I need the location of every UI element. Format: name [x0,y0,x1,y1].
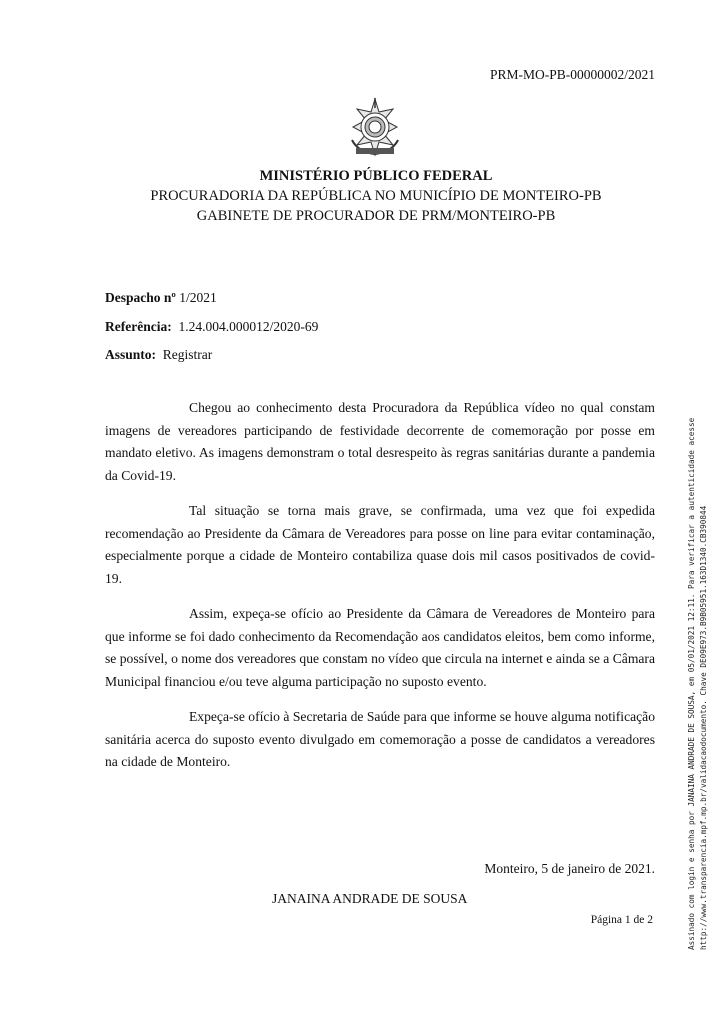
referencia-line [105,319,318,335]
document-id: PRM-MO-PB-00000002/2021 [489,67,655,82]
header-unit: PROCURADORIA DA REPÚBLICA NO MUNICÍPIO DE MONTEIRO-PB [150,188,602,204]
despacho-value: 1/2021 [179,290,217,305]
paragraph: Chegou ao conhecimento desta Procuradora da República vídeo no qual constam imagens de vereadores participando de festividade decorrente de comemoração por posse em mandato eletivo. As imagens demonstram o total desrespeito às regras sanitárias durante a pandemia da Covid-19. [105,400,655,483]
header-org: MINISTÉRIO PÚBLICO FEDERAL [259,168,493,184]
referencia-label: Referência: [105,319,172,334]
referencia-value: 1.24.004.000012/2020-69 [178,319,319,334]
body-text [105,397,655,787]
paragraph: Expeça-se ofício à Secretaria de Saúde para que informe se houve alguma notificação sanitária acerca do suposto evento divulgado em comemoração a posse de candidatos a vereadores na cidade de Monteiro. [105,709,655,769]
header-office: GABINETE DE PROCURADOR DE PRM/MONTEIRO-PB [196,208,556,224]
validation-line-1: Assinado com login e senha por JANAINA ANDRADE DE SOUSA, em 05/01/2021 12:11. Para verificar a autenticidade acesse [687,417,696,950]
validation-line-2[interactable]: http://www.transparencia.mpf.mp.br/validacaodocumento. Chave DE09E973.B9B05951.163D1340.CB390844 [699,505,708,950]
closing-date: Monteiro, 5 de janeiro de 2021. [484,861,655,876]
page-number: Página 1 de 2 [590,914,653,926]
signature-validation-note [686,417,710,950]
despacho-label: Despacho nº [105,290,176,305]
paragraph: Assim, expeça-se ofício ao Presidente da Câmara de Vereadores de Monteiro para que informe se foi dado conhecimento da Recomendação aos candidatos eleitos, bem como informe, se possível, o nome dos vereadores que constam no vídeo que circula na internet e ainda se a Câmara Municipal financiou e/ou teve alguma participação no suposto evento. [105,606,655,689]
assunto-label: Assunto: [105,347,157,362]
signer-name: JANAINA ANDRADE DE SOUSA [272,891,468,906]
despacho-line [105,290,217,306]
brasao-republica-icon [344,96,406,158]
paragraph: Tal situação se torna mais grave, se confirmada, uma vez que foi expedida recomendação ao Presidente da Câmara de Vereadores para posse on line para evitar contaminação, especialmente porque a cidade de Monteiro contabiliza quase dois mil casos positivados de covid-19. [105,503,655,586]
assunto-value: Registrar [162,347,213,362]
assunto-line [105,347,212,363]
